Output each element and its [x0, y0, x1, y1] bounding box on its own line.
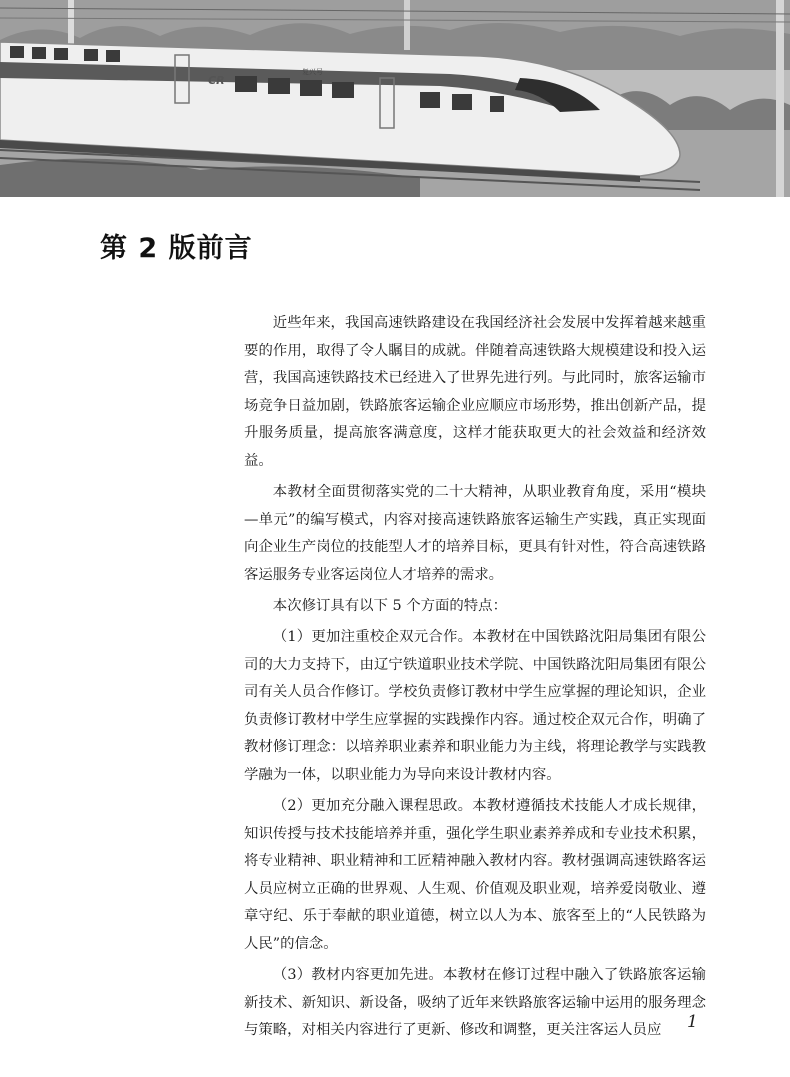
- paragraph: 近些年来，我国高速铁路建设在我国经济社会发展中发挥着越来越重要的作用，取得了令人瞩目的成就。伴随着高速铁路大规模建设和投入运营，我国高速铁路技术已经进入了世界先进行列。与此同时，旅客运输市场竞争日益加剧，铁路旅客运输企业应顺应市场形势，推出创新产品，提升服务质量，提高旅客满意度，这样才能获取更大的社会效益和经济效益。: [244, 315, 706, 469]
- header-train-photo: [0, 0, 790, 197]
- paragraph: 本次修订具有以下 5 个方面的特点：: [272, 597, 507, 614]
- paragraph: （1）更加注重校企双元合作。本教材在中国铁路沈阳局集团有限公司的大力支持下，由辽宁铁道职业技术学院、中国铁路沈阳局集团有限公司有关人员合作修订。学校负责修订教材中学生应掌握的理论知识，企业负责修订教材中学生应掌握的实践操作内容。通过校企双元合作，明确了教材修订理念：以培养职业素养和职业能力为主线，将理论教学与实践教学融为一体，以职业能力为导向来设计教材内容。: [244, 629, 706, 783]
- paragraph: 本教材全面贯彻落实党的二十大精神，从职业教育角度，采用“模块—单元”的编写模式，内容对接高速铁路旅客运输生产实践，真正实现面向企业生产岗位的技能型人才的培养目标，更具有针对性，符合高速铁路客运服务专业客运岗位人才培养的需求。: [244, 484, 706, 583]
- train-name-text: 复兴号: [302, 68, 323, 76]
- paragraph: （2）更加充分融入课程思政。本教材遵循技术技能人才成长规律，知识传授与技术技能培养并重，强化学生职业素养养成和专业技术积累，将专业精神、职业精神和工匠精神融入教材内容。教材强调高速铁路客运人员应树立正确的世界观、人生观、价值观及职业观，培养爱岗敬业、遵章守纪、乐于奉献的职业道德，树立以人为本、旅客至上的“人民铁路为人民”的信念。: [244, 798, 706, 953]
- train-logo-text: CR: [208, 74, 225, 87]
- page-title: 第 2 版前言: [100, 233, 253, 264]
- train-illustration: [0, 0, 790, 197]
- preface-body: [244, 310, 706, 1048]
- page-number: 1: [687, 1012, 698, 1032]
- paragraph: （3）教材内容更加先进。本教材在修订过程中融入了铁路旅客运输新技术、新知识、新设备，吸纳了近年来铁路旅客运输中运用的服务理念与策略，对相关内容进行了更新、修改和调整，更关注客运人员应: [244, 967, 706, 1039]
